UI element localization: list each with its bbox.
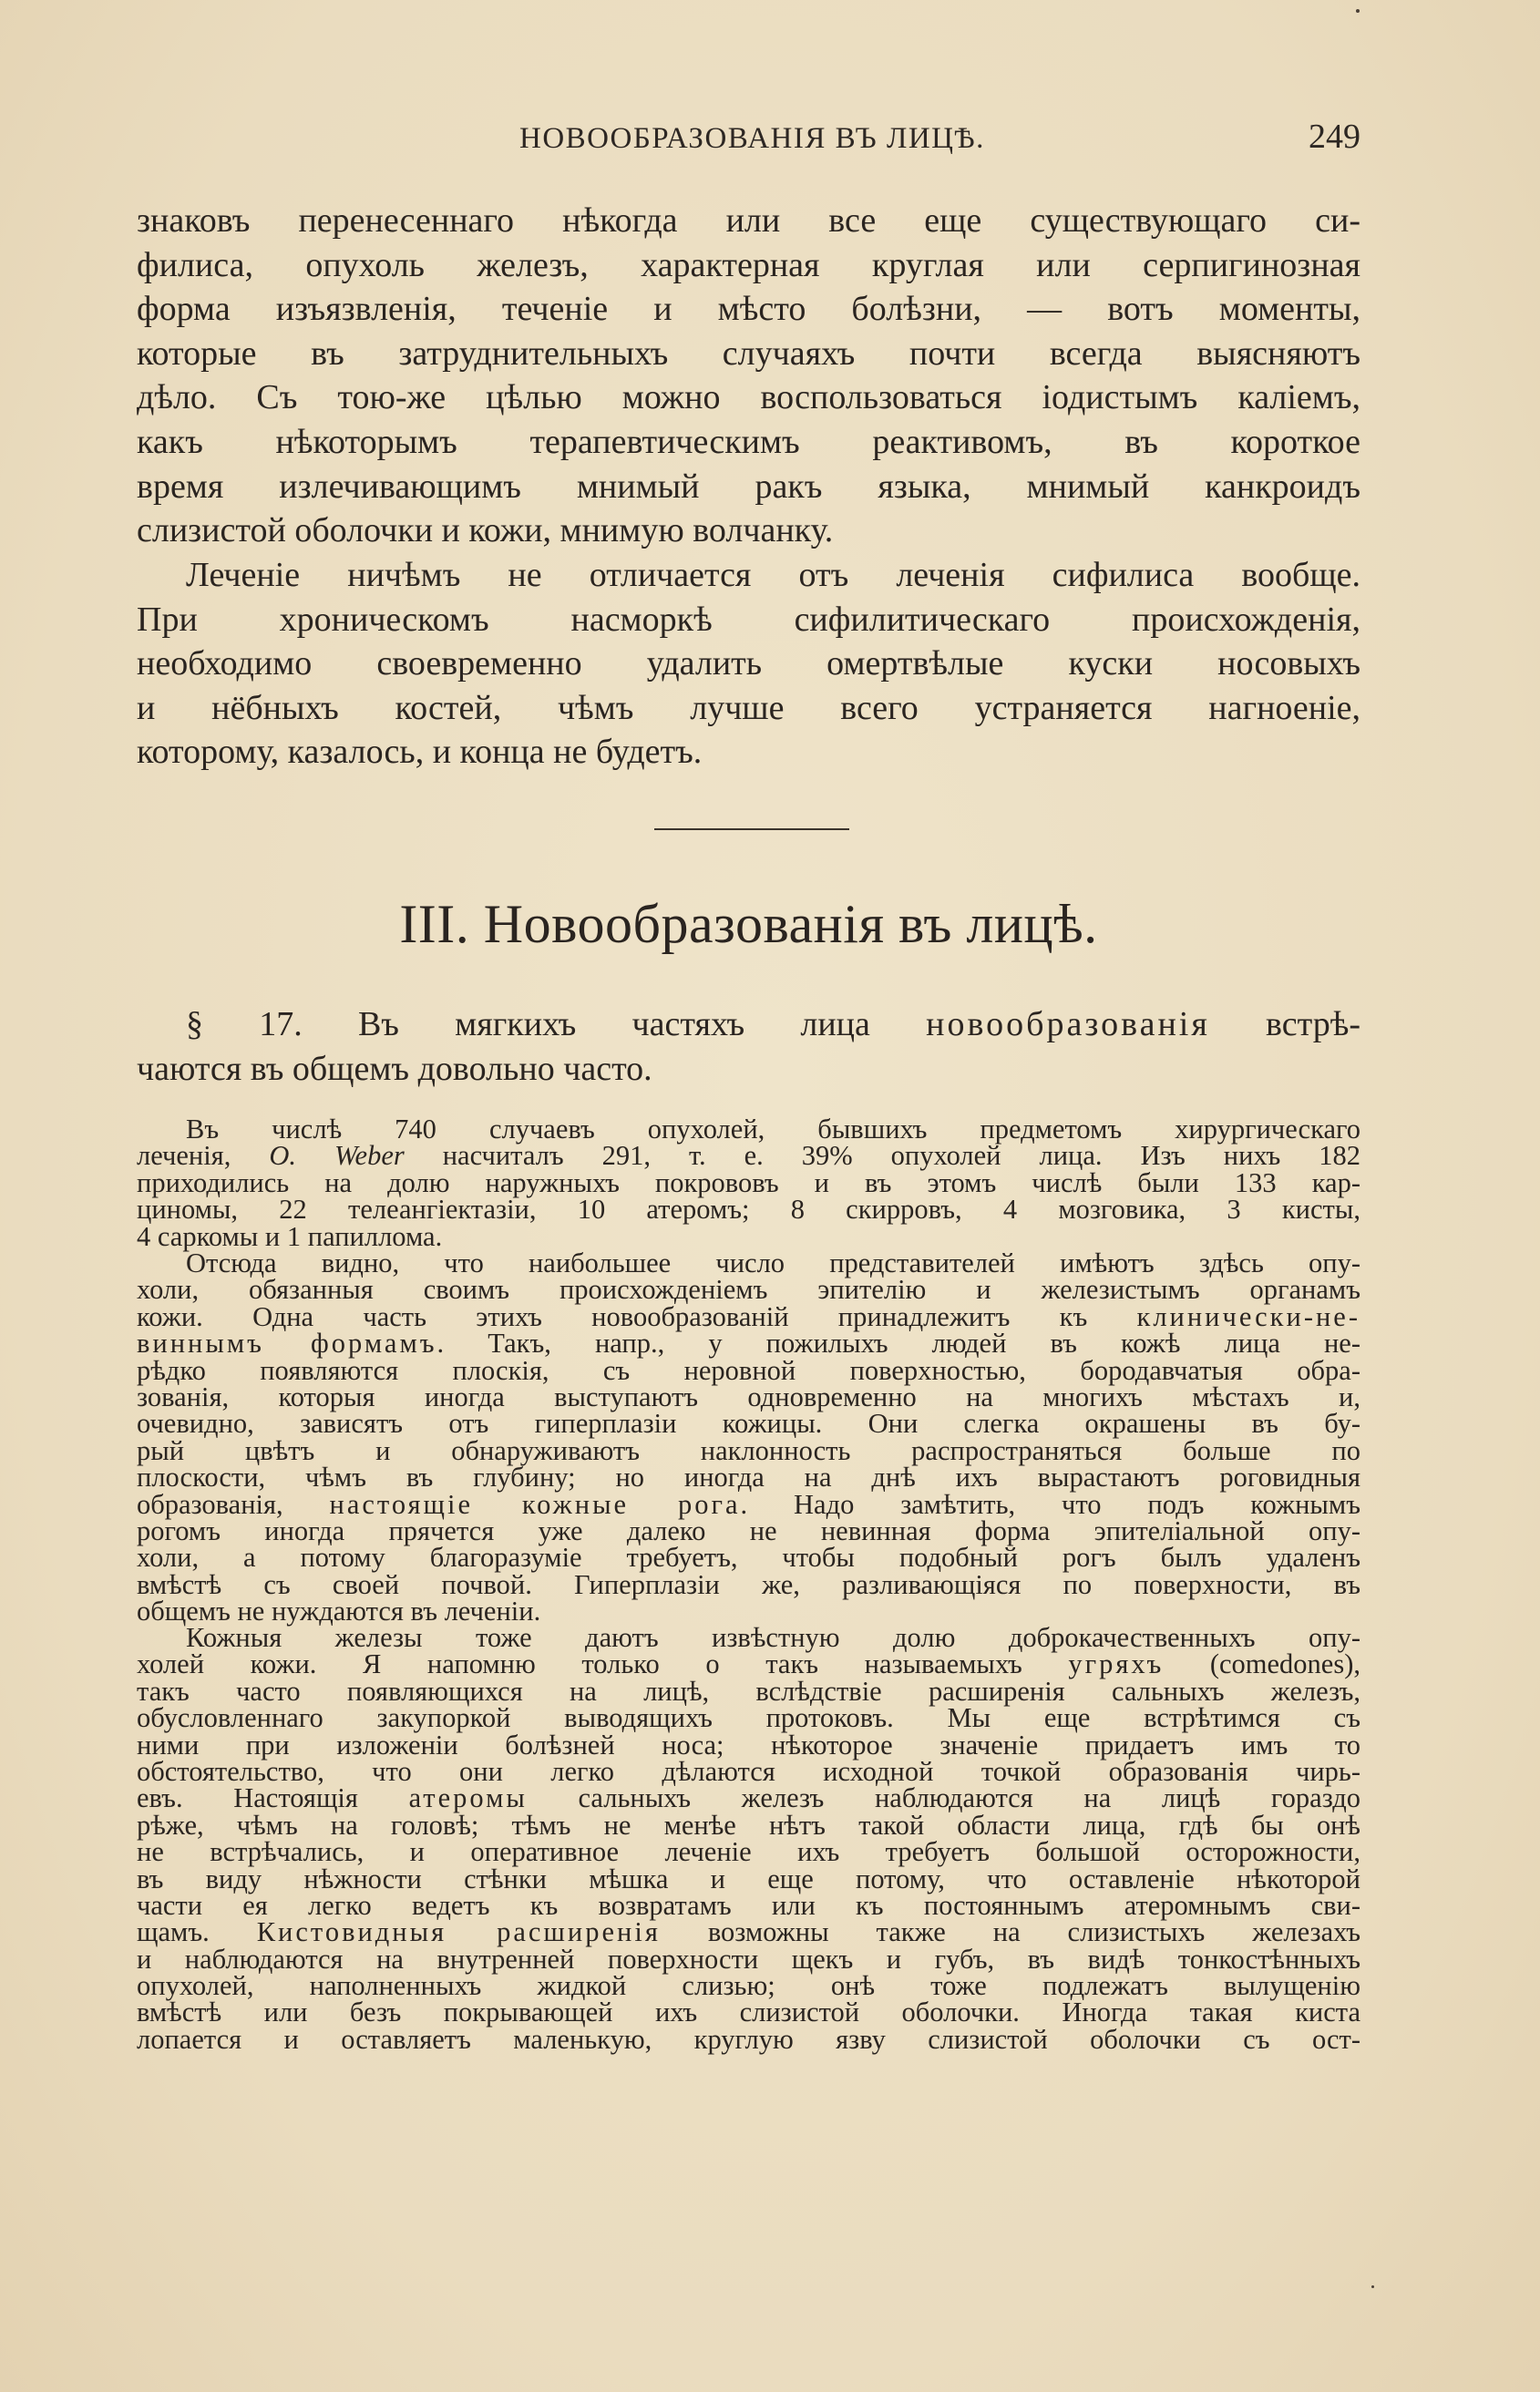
text-line: въ виду нѣжности стѣнки мѣшка и еще потому, что оставленіе нѣкоторой [137,1863,1360,1894]
text-line: рѣдко появляются плоскія, съ неровной поверхностью, бородавчатыя обра- [137,1354,1360,1386]
text-line [137,1002,1360,1047]
text-fragment: холей кожи. Я напомню только о такъ называемыхъ [137,1648,1069,1680]
running-title: НОВООБРАЗОВАНІЯ ВЪ ЛИЦѢ. [519,122,985,155]
text-line: Леченіе ничѣмъ не отличается отъ леченія сифилиса вообще. [186,556,1360,594]
text-fragment: . Надо замѣтить, что подъ кожнымъ [740,1488,1360,1520]
text-line: При хроническомъ насморкѣ сифилитическаго происхожденія, [137,600,1360,639]
paragraph-17 [137,1002,1360,1091]
section-title: III. Новообразованія въ лицѣ. [399,894,1098,954]
treatment-paragraph [137,553,1360,775]
text-line: не встрѣчались, и оперативное леченіе ихъ требуетъ большой осторожности, [137,1836,1360,1868]
text-line: рый цвѣтъ и обнаруживаютъ наклонность распространяться больше по [137,1434,1360,1466]
text-line [137,1328,1360,1360]
text-fragment: леченія, [137,1140,270,1172]
text-line: вмѣстѣ съ своей почвой. Гиперплазіи же, разливающіяся по поверхности, въ [137,1568,1360,1600]
text-line: части ея легко ведетъ къ возвратамъ или къ постояннымъ атеромнымъ сви- [137,1889,1360,1921]
paragraph-17-prefix: § 17. Въ мягкихъ частяхъ лица [186,1005,927,1043]
text-line: которые въ затруднительныхъ случаяхъ почти всегда выясняютъ [137,334,1360,373]
text-line [137,1916,1360,1948]
text-line: холи, а потому благоразуміе требуетъ, чтобы подобный рогъ былъ удаленъ [137,1542,1360,1574]
small-paragraph-glands [137,1622,1360,2055]
text-line: общемъ не нуждаются въ леченіи. [137,1596,541,1627]
text-line [137,1782,1360,1814]
text-line [137,1140,1361,1172]
text-line: зованія, которыя иногда выступаютъ одновременно на многихъ мѣстахъ и, [137,1381,1360,1412]
text-fragment: щамъ. [137,1916,257,1948]
paragraph-17-suffix: встрѣ- [1209,1005,1360,1043]
text-line: рогомъ иногда прячется уже далеко не невинная форма эпителіальной опу- [137,1514,1360,1546]
paper-speck [1371,2285,1374,2288]
text-line: Кожныя железы тоже даютъ извѣстную долю доброкачественныхъ опу- [186,1622,1360,1653]
text-line: которому, казалось, и конца не будетъ. [137,733,703,772]
text-line: Въ числѣ 740 случаевъ опухолей, бывшихъ предметомъ хирургическаго [186,1114,1360,1145]
text-line: обусловленнаго закупоркой выводящихъ протоковъ. Мы еще встрѣтимся съ [137,1702,1360,1734]
text-line [137,1300,1360,1332]
text-line: филиса, опухоль железъ, характерная круглая или серпигинозная [137,245,1360,284]
text-line: обстоятельство, что они легко дѣлаются исходной точкой образованія чирь- [137,1755,1360,1787]
text-line: холи, обязанныя своимъ происхожденіемъ эпителію и железистымъ органамъ [137,1274,1360,1306]
text-line: ними при изложеніи болѣзней носа; нѣкоторое значеніе придаетъ имъ то [137,1729,1360,1761]
intro-paragraph [137,199,1360,553]
paper-speck [1356,9,1360,13]
author-name: O. Weber [269,1140,405,1172]
text-line: форма изъязвленія, теченіе и мѣсто болѣзни, — вотъ моменты, [137,290,1360,329]
text-line: плоскости, чѣмъ въ глубину; но иногда на днѣ ихъ вырастаютъ роговидныя [137,1462,1360,1494]
text-line [137,1648,1360,1680]
text-line: знаковъ перенесеннаго нѣкогда или все еще существующаго си- [137,201,1360,240]
text-line: слизистой оболочки и кожи, мнимую волчанку. [137,511,834,550]
text-line: какъ нѣкоторымъ терапевтическимъ реактивомъ, въ короткое [137,422,1360,461]
text-line: 4 саркомы и 1 папиллома. [137,1220,443,1252]
text-line: опухолей, наполненныхъ жидкой слизью; онѣ тоже подлежатъ вылущенію [137,1970,1360,2002]
text-line: чаются въ общемъ довольно часто. [137,1049,652,1088]
small-paragraph-statistics [137,1116,1360,1250]
text-fragment: образованія, [137,1488,330,1520]
text-line: очевидно, зависятъ отъ гиперплазіи кожицы. Они слегка окрашены въ бу- [137,1408,1360,1440]
page-header [137,117,1360,162]
text-fragment: (comedones), [1164,1648,1360,1680]
text-fragment: насчиталъ 291, т. е. 39% опухолей лица. Изъ нихъ 182 [404,1140,1361,1172]
text-line: Отсюда видно, что наибольшее число представителей имѣютъ здѣсь опу- [186,1247,1360,1278]
text-line: дѣло. Съ тою-же цѣлью можно воспользоваться іодистымъ каліемъ, [137,378,1360,417]
text-line: вмѣстѣ или безъ покрывающей ихъ слизистой оболочки. Иногда такая киста [137,1997,1360,2028]
text-line: циномы, 22 телеангіектазіи, 10 атеромъ; 8 скирровъ, 4 мозговика, 3 кисты, [137,1194,1360,1226]
emphasized-term: угряхъ [1068,1648,1165,1680]
emphasized-term: атеромы [408,1782,528,1814]
section-divider [654,828,849,830]
emphasized-term: клинически-не- [1136,1300,1360,1332]
text-line: и нёбныхъ костей, чѣмъ лучше всего устраняется нагноеніе, [137,688,1360,727]
text-line [137,1488,1360,1520]
emphasized-term: новообразованія [926,1005,1210,1043]
text-line: и наблюдаются на внутренней поверхности щекъ и губъ, въ видѣ тонкостѣнныхъ [137,1943,1360,1975]
text-fragment: . Такъ, напр., у пожилыхъ людей въ кожѣ лица не- [436,1328,1360,1360]
emphasized-term: настоящіе кожные рога [329,1488,741,1520]
text-fragment: евъ. Настоящія [137,1782,409,1814]
emphasized-term: Кистовидныя расширенія [256,1916,661,1948]
text-line: лопается и оставляетъ маленькую, круглую язву слизистой оболочки съ ост- [137,2023,1360,2055]
page-number: 249 [1309,118,1360,156]
small-paragraph-epithelial [137,1247,1360,1627]
text-line: приходились на долю наружныхъ покрововъ и въ этомъ числѣ были 133 кар- [137,1166,1360,1198]
text-fragment: возможны также на слизистыхъ железахъ [660,1916,1360,1948]
emphasized-term: виннымъ формамъ [137,1328,437,1360]
text-line: рѣже, чѣмъ на головѣ; тѣмъ не менѣе нѣтъ такой области лица, гдѣ бы онѣ [137,1809,1360,1841]
text-line: время излечивающимъ мнимый ракъ языка, мнимый канкроидъ [137,467,1360,506]
text-fragment: кожи. Одна часть этихъ новообразованій принадлежитъ къ [137,1300,1137,1332]
text-fragment: сальныхъ железъ наблюдаются на лицѣ гораздо [527,1782,1360,1814]
text-line: такъ часто появляющихся на лицѣ, вслѣдствіе расширенія сальныхъ железъ, [137,1675,1360,1707]
text-line: необходимо своевременно удалить омертвѣлые куски носовыхъ [137,644,1360,683]
